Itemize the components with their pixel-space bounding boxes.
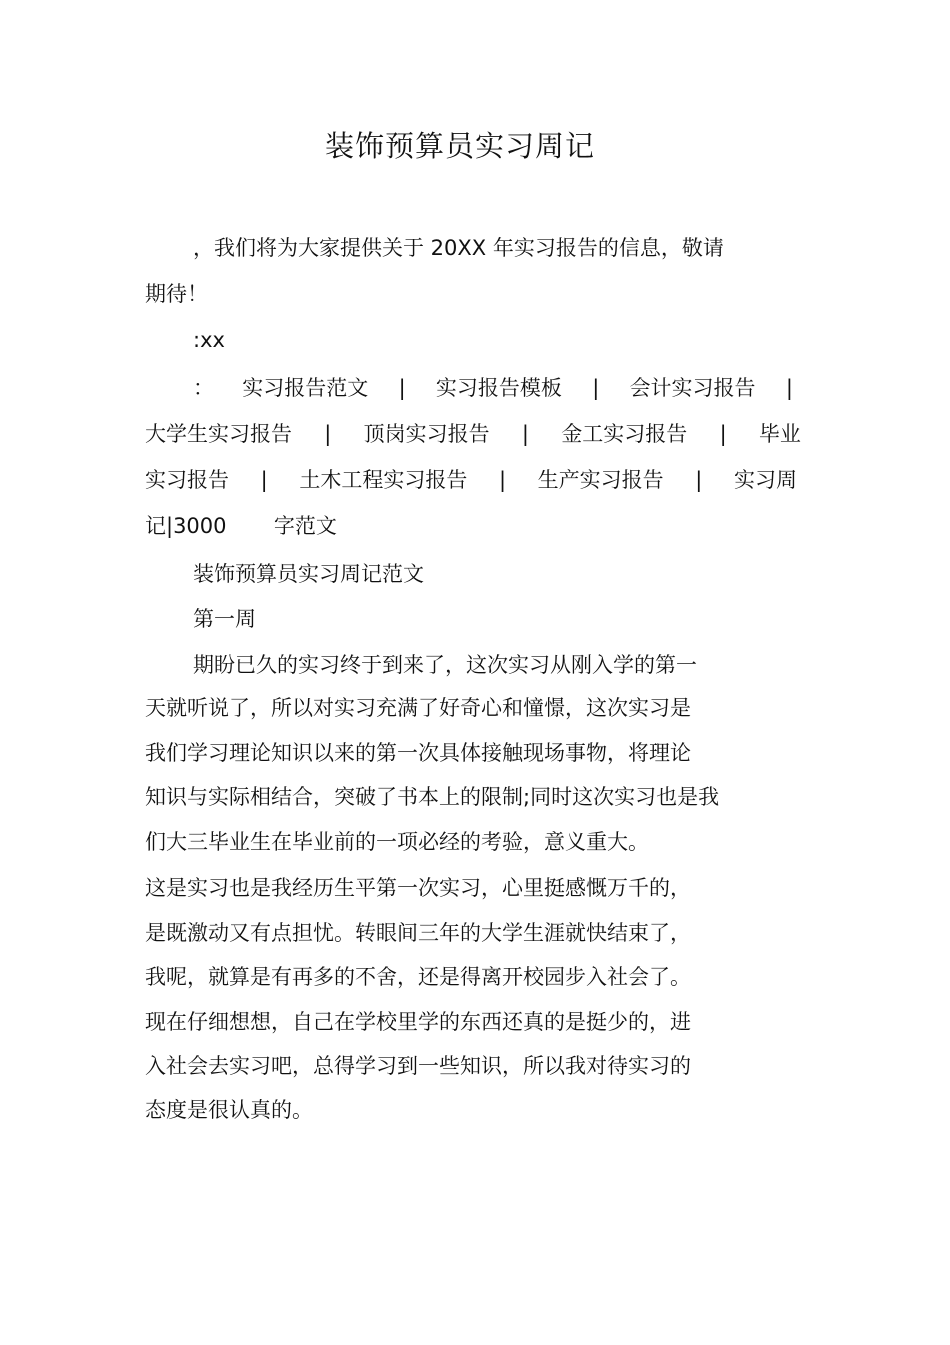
body-line: 我呢，就算是有再多的不舍，还是得离开校园步入社会了。: [145, 965, 691, 989]
link-item[interactable]: 实习报告模板: [435, 376, 562, 400]
body-line: 期盼已久的实习终于到来了，这次实习从刚入学的第一: [193, 653, 697, 677]
link-separator: |: [521, 422, 529, 446]
link-item[interactable]: 实习报告: [145, 468, 229, 492]
related-links-row: [145, 511, 337, 541]
link-item[interactable]: 记|3000: [145, 514, 227, 538]
week-heading: 第一周: [193, 607, 256, 631]
link-separator: |: [260, 468, 268, 492]
link-item[interactable]: 字范文: [273, 514, 337, 538]
links-prefix: ：: [193, 376, 214, 400]
link-item[interactable]: 实习报告范文: [242, 376, 369, 400]
link-separator: |: [498, 468, 507, 492]
related-links-row: [193, 373, 795, 403]
link-separator: |: [785, 376, 793, 400]
link-item[interactable]: 土木工程实习报告: [299, 468, 468, 492]
link-item[interactable]: 顶岗实习报告: [363, 422, 490, 446]
link-item[interactable]: 会计实习报告: [629, 376, 756, 400]
link-item[interactable]: 生产实习报告: [537, 468, 664, 492]
link-item[interactable]: 毕业: [758, 422, 801, 446]
intro-line-2: 期待！: [145, 282, 208, 306]
link-item[interactable]: 实习周: [733, 468, 797, 492]
link-separator: |: [324, 422, 332, 446]
source-line: :xx: [193, 328, 225, 352]
link-item[interactable]: 金工实习报告: [561, 422, 688, 446]
related-links-row: [145, 419, 801, 449]
body-line: 是既激动又有点担忧。转眼间三年的大学生涯就快结束了，: [145, 921, 691, 945]
intro-line-1: ，我们将为大家提供关于 20XX 年实习报告的信息，敬请: [193, 236, 724, 260]
related-links-row: [145, 465, 797, 495]
link-separator: |: [592, 376, 600, 400]
body-line: 们大三毕业生在毕业前的一项必经的考验，意义重大。: [145, 830, 649, 854]
body-line: 天就听说了，所以对实习充满了好奇心和憧憬，这次实习是: [145, 696, 691, 720]
body-line: 现在仔细想想，自己在学校里学的东西还真的是挺少的，进: [145, 1010, 691, 1034]
link-separator: |: [695, 468, 703, 492]
body-line: 知识与实际相结合，突破了书本上的限制;同时这次实习也是我: [145, 785, 720, 809]
body-line: 这是实习也是我经历生平第一次实习，心里挺感慨万千的，: [145, 876, 691, 900]
article-subtitle: 装饰预算员实习周记范文: [193, 562, 424, 586]
link-separator: |: [719, 422, 727, 446]
link-item[interactable]: 大学生实习报告: [145, 422, 292, 446]
link-separator: |: [398, 376, 406, 400]
document-title: 装饰预算员实习周记: [324, 129, 595, 163]
body-line: 我们学习理论知识以来的第一次具体接触现场事物，将理论: [145, 741, 691, 765]
body-line: 态度是很认真的。: [145, 1098, 313, 1122]
body-line: 入社会去实习吧，总得学习到一些知识，所以我对待实习的: [145, 1054, 691, 1078]
